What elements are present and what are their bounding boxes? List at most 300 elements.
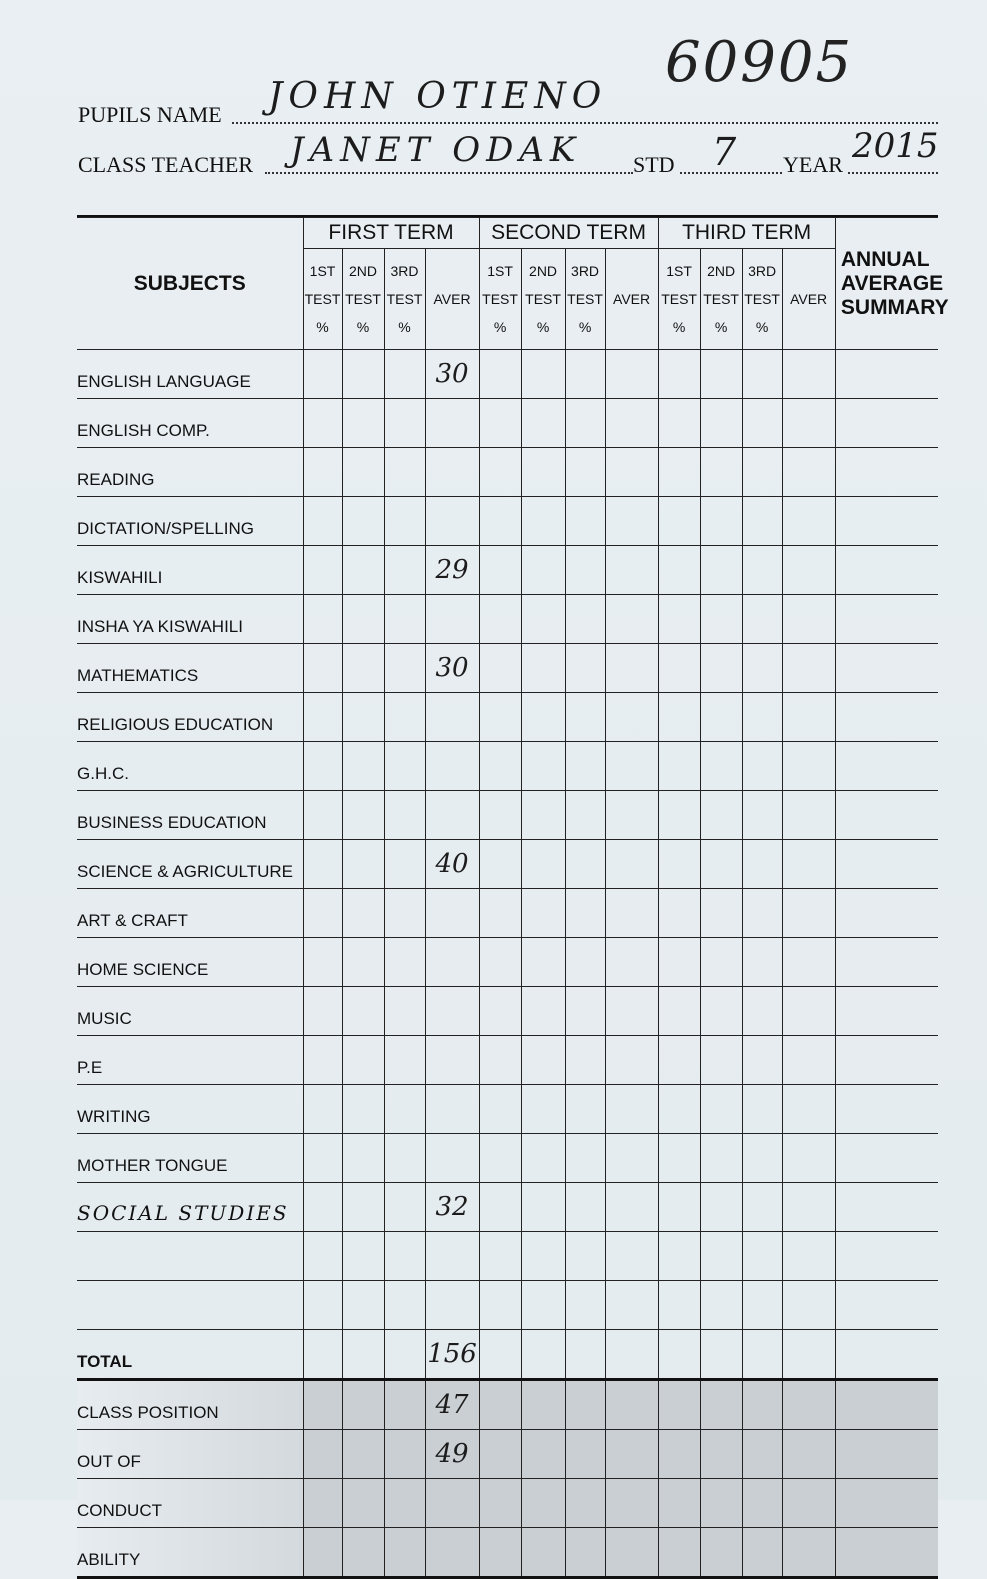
mark-cell[interactable]	[303, 1528, 342, 1578]
mark-cell[interactable]	[303, 1085, 342, 1134]
mark-cell[interactable]	[605, 693, 658, 742]
mark-cell[interactable]	[342, 399, 384, 448]
mark-cell[interactable]	[479, 497, 521, 546]
mark-cell[interactable]	[605, 595, 658, 644]
annual-summary-cell[interactable]	[835, 1380, 938, 1430]
mark-cell[interactable]	[742, 1085, 782, 1134]
mark-cell[interactable]	[782, 1528, 835, 1578]
mark-cell[interactable]	[658, 1281, 700, 1330]
annual-summary-cell[interactable]	[835, 1134, 938, 1183]
mark-cell[interactable]	[700, 1528, 742, 1578]
mark-cell[interactable]	[605, 546, 658, 595]
mark-cell[interactable]	[658, 1430, 700, 1479]
first-term-average-cell[interactable]	[425, 693, 479, 742]
mark-cell[interactable]	[742, 791, 782, 840]
mark-cell[interactable]	[605, 1134, 658, 1183]
mark-cell[interactable]	[782, 1281, 835, 1330]
mark-cell[interactable]	[605, 1281, 658, 1330]
mark-cell[interactable]	[782, 1183, 835, 1232]
mark-cell[interactable]	[700, 1281, 742, 1330]
mark-cell[interactable]	[658, 1528, 700, 1578]
mark-cell[interactable]	[605, 1479, 658, 1528]
first-term-average-cell[interactable]	[425, 497, 479, 546]
mark-cell[interactable]	[479, 1330, 521, 1380]
mark-cell[interactable]	[521, 497, 565, 546]
mark-cell[interactable]	[742, 693, 782, 742]
mark-cell[interactable]	[658, 448, 700, 497]
mark-cell[interactable]	[384, 1183, 425, 1232]
first-term-average-cell[interactable]	[425, 595, 479, 644]
mark-cell[interactable]	[565, 693, 605, 742]
first-term-average-cell[interactable]	[425, 938, 479, 987]
mark-cell[interactable]	[384, 1380, 425, 1430]
annual-summary-cell[interactable]	[835, 987, 938, 1036]
mark-cell[interactable]	[658, 1085, 700, 1134]
mark-cell[interactable]	[605, 1380, 658, 1430]
mark-cell[interactable]	[303, 693, 342, 742]
mark-cell[interactable]	[479, 1183, 521, 1232]
mark-cell[interactable]	[700, 595, 742, 644]
pupils-name-value[interactable]: JOHN OTIENO	[268, 76, 608, 117]
mark-cell[interactable]	[700, 1380, 742, 1430]
mark-cell[interactable]	[342, 1380, 384, 1430]
mark-cell[interactable]	[479, 742, 521, 791]
mark-cell[interactable]	[303, 1479, 342, 1528]
mark-cell[interactable]	[565, 1036, 605, 1085]
annual-summary-cell[interactable]	[835, 1036, 938, 1085]
annual-summary-cell[interactable]	[835, 497, 938, 546]
mark-cell[interactable]	[384, 644, 425, 693]
mark-cell[interactable]	[521, 1085, 565, 1134]
mark-cell[interactable]	[658, 693, 700, 742]
first-term-average-cell[interactable]	[425, 1085, 479, 1134]
mark-cell[interactable]	[700, 889, 742, 938]
annual-summary-cell[interactable]	[835, 546, 938, 595]
mark-cell[interactable]	[342, 1134, 384, 1183]
mark-cell[interactable]	[384, 693, 425, 742]
mark-cell[interactable]	[303, 791, 342, 840]
mark-cell[interactable]	[479, 1232, 521, 1281]
mark-cell[interactable]	[658, 497, 700, 546]
mark-cell[interactable]	[658, 1330, 700, 1380]
annual-summary-cell[interactable]	[835, 889, 938, 938]
mark-cell[interactable]	[384, 1479, 425, 1528]
mark-cell[interactable]	[742, 1430, 782, 1479]
mark-cell[interactable]	[700, 448, 742, 497]
annual-summary-cell[interactable]	[835, 938, 938, 987]
mark-cell[interactable]	[479, 644, 521, 693]
mark-cell[interactable]	[479, 595, 521, 644]
mark-cell[interactable]	[479, 938, 521, 987]
mark-cell[interactable]	[384, 840, 425, 889]
mark-cell[interactable]	[384, 595, 425, 644]
mark-cell[interactable]	[342, 938, 384, 987]
mark-cell[interactable]	[605, 399, 658, 448]
mark-cell[interactable]	[521, 840, 565, 889]
first-term-average-cell[interactable]	[425, 889, 479, 938]
first-term-average-cell[interactable]	[425, 1134, 479, 1183]
mark-cell[interactable]	[521, 399, 565, 448]
mark-cell[interactable]	[782, 987, 835, 1036]
mark-cell[interactable]	[303, 1183, 342, 1232]
mark-cell[interactable]	[742, 497, 782, 546]
mark-cell[interactable]	[342, 1036, 384, 1085]
mark-cell[interactable]	[521, 1281, 565, 1330]
mark-cell[interactable]	[782, 742, 835, 791]
mark-cell[interactable]	[700, 644, 742, 693]
annual-summary-cell[interactable]	[835, 791, 938, 840]
mark-cell[interactable]	[565, 595, 605, 644]
mark-cell[interactable]	[700, 1134, 742, 1183]
mark-cell[interactable]	[742, 399, 782, 448]
mark-cell[interactable]	[342, 546, 384, 595]
mark-cell[interactable]	[782, 1134, 835, 1183]
mark-cell[interactable]	[384, 1085, 425, 1134]
mark-cell[interactable]	[742, 938, 782, 987]
first-term-average-cell[interactable]	[425, 742, 479, 791]
mark-cell[interactable]	[384, 1528, 425, 1578]
mark-cell[interactable]	[384, 399, 425, 448]
mark-cell[interactable]	[782, 350, 835, 399]
mark-cell[interactable]	[700, 987, 742, 1036]
mark-cell[interactable]	[565, 350, 605, 399]
mark-cell[interactable]	[565, 1232, 605, 1281]
mark-cell[interactable]	[303, 742, 342, 791]
mark-cell[interactable]	[384, 889, 425, 938]
mark-cell[interactable]	[700, 497, 742, 546]
annual-summary-cell[interactable]	[835, 644, 938, 693]
mark-cell[interactable]	[700, 350, 742, 399]
annual-summary-cell[interactable]	[835, 1330, 938, 1380]
first-term-average-cell[interactable]: 47	[425, 1380, 479, 1430]
mark-cell[interactable]	[565, 1528, 605, 1578]
mark-cell[interactable]	[565, 938, 605, 987]
annual-summary-cell[interactable]	[835, 448, 938, 497]
mark-cell[interactable]	[479, 1281, 521, 1330]
mark-cell[interactable]	[342, 1330, 384, 1380]
year-value[interactable]: 2015	[852, 126, 939, 166]
mark-cell[interactable]	[479, 1380, 521, 1430]
mark-cell[interactable]	[342, 1430, 384, 1479]
mark-cell[interactable]	[742, 987, 782, 1036]
mark-cell[interactable]	[700, 791, 742, 840]
mark-cell[interactable]	[342, 742, 384, 791]
mark-cell[interactable]	[303, 1134, 342, 1183]
mark-cell[interactable]	[605, 742, 658, 791]
mark-cell[interactable]	[605, 497, 658, 546]
mark-cell[interactable]	[605, 938, 658, 987]
mark-cell[interactable]	[521, 350, 565, 399]
mark-cell[interactable]	[742, 1380, 782, 1430]
first-term-average-cell[interactable]	[425, 1036, 479, 1085]
mark-cell[interactable]	[342, 1528, 384, 1578]
mark-cell[interactable]	[479, 693, 521, 742]
mark-cell[interactable]	[565, 1430, 605, 1479]
mark-cell[interactable]	[384, 987, 425, 1036]
mark-cell[interactable]	[742, 1134, 782, 1183]
mark-cell[interactable]	[521, 1232, 565, 1281]
mark-cell[interactable]	[565, 546, 605, 595]
mark-cell[interactable]	[384, 938, 425, 987]
std-value[interactable]: 7	[712, 130, 737, 174]
mark-cell[interactable]	[700, 399, 742, 448]
mark-cell[interactable]	[742, 742, 782, 791]
mark-cell[interactable]	[782, 595, 835, 644]
class-teacher-value[interactable]: JANET ODAK	[290, 130, 582, 170]
annual-summary-cell[interactable]	[835, 1479, 938, 1528]
mark-cell[interactable]	[658, 1036, 700, 1085]
mark-cell[interactable]	[384, 448, 425, 497]
mark-cell[interactable]	[658, 840, 700, 889]
mark-cell[interactable]	[565, 889, 605, 938]
annual-summary-cell[interactable]	[835, 399, 938, 448]
mark-cell[interactable]	[658, 742, 700, 791]
mark-cell[interactable]	[742, 1232, 782, 1281]
first-term-average-cell[interactable]	[425, 1528, 479, 1578]
mark-cell[interactable]	[605, 448, 658, 497]
mark-cell[interactable]	[565, 497, 605, 546]
mark-cell[interactable]	[605, 350, 658, 399]
mark-cell[interactable]	[742, 546, 782, 595]
mark-cell[interactable]	[658, 987, 700, 1036]
mark-cell[interactable]	[700, 742, 742, 791]
mark-cell[interactable]	[565, 1479, 605, 1528]
mark-cell[interactable]	[342, 350, 384, 399]
mark-cell[interactable]	[303, 889, 342, 938]
mark-cell[interactable]	[700, 693, 742, 742]
mark-cell[interactable]	[342, 889, 384, 938]
mark-cell[interactable]	[782, 938, 835, 987]
mark-cell[interactable]	[700, 546, 742, 595]
mark-cell[interactable]	[658, 595, 700, 644]
first-term-average-cell[interactable]	[425, 399, 479, 448]
mark-cell[interactable]	[342, 448, 384, 497]
mark-cell[interactable]	[521, 644, 565, 693]
mark-cell[interactable]	[384, 1281, 425, 1330]
mark-cell[interactable]	[479, 1085, 521, 1134]
mark-cell[interactable]	[700, 1085, 742, 1134]
mark-cell[interactable]	[605, 1528, 658, 1578]
mark-cell[interactable]	[521, 938, 565, 987]
mark-cell[interactable]	[700, 1232, 742, 1281]
mark-cell[interactable]	[479, 399, 521, 448]
mark-cell[interactable]	[605, 1430, 658, 1479]
annual-summary-cell[interactable]	[835, 693, 938, 742]
mark-cell[interactable]	[384, 350, 425, 399]
mark-cell[interactable]	[742, 1036, 782, 1085]
mark-cell[interactable]	[782, 1036, 835, 1085]
mark-cell[interactable]	[479, 1036, 521, 1085]
mark-cell[interactable]	[521, 1479, 565, 1528]
mark-cell[interactable]	[605, 987, 658, 1036]
mark-cell[interactable]	[479, 350, 521, 399]
mark-cell[interactable]	[565, 1281, 605, 1330]
mark-cell[interactable]	[605, 889, 658, 938]
mark-cell[interactable]	[521, 1380, 565, 1430]
mark-cell[interactable]	[658, 938, 700, 987]
mark-cell[interactable]	[521, 1430, 565, 1479]
mark-cell[interactable]	[782, 497, 835, 546]
first-term-average-cell[interactable]: 49	[425, 1430, 479, 1479]
first-term-average-cell[interactable]: 30	[425, 644, 479, 693]
mark-cell[interactable]	[700, 840, 742, 889]
mark-cell[interactable]	[303, 1036, 342, 1085]
mark-cell[interactable]	[742, 840, 782, 889]
mark-cell[interactable]	[658, 1380, 700, 1430]
mark-cell[interactable]	[303, 546, 342, 595]
mark-cell[interactable]	[658, 1479, 700, 1528]
mark-cell[interactable]	[782, 1232, 835, 1281]
mark-cell[interactable]	[700, 1430, 742, 1479]
mark-cell[interactable]	[303, 1380, 342, 1430]
first-term-average-cell[interactable]	[425, 1479, 479, 1528]
annual-summary-cell[interactable]	[835, 1232, 938, 1281]
mark-cell[interactable]	[303, 1232, 342, 1281]
mark-cell[interactable]	[658, 791, 700, 840]
mark-cell[interactable]	[521, 1528, 565, 1578]
mark-cell[interactable]	[700, 1330, 742, 1380]
mark-cell[interactable]	[342, 791, 384, 840]
first-term-average-cell[interactable]	[425, 987, 479, 1036]
mark-cell[interactable]	[521, 546, 565, 595]
mark-cell[interactable]	[303, 644, 342, 693]
mark-cell[interactable]	[303, 595, 342, 644]
annual-summary-cell[interactable]	[835, 1281, 938, 1330]
mark-cell[interactable]	[565, 1330, 605, 1380]
mark-cell[interactable]	[342, 1281, 384, 1330]
first-term-average-cell[interactable]	[425, 1232, 479, 1281]
mark-cell[interactable]	[479, 840, 521, 889]
mark-cell[interactable]	[342, 1183, 384, 1232]
mark-cell[interactable]	[521, 448, 565, 497]
mark-cell[interactable]	[342, 693, 384, 742]
first-term-average-cell[interactable]: 156	[425, 1330, 479, 1380]
mark-cell[interactable]	[742, 350, 782, 399]
mark-cell[interactable]	[565, 987, 605, 1036]
mark-cell[interactable]	[700, 938, 742, 987]
mark-cell[interactable]	[658, 350, 700, 399]
mark-cell[interactable]	[658, 889, 700, 938]
mark-cell[interactable]	[565, 448, 605, 497]
mark-cell[interactable]	[565, 1183, 605, 1232]
annual-summary-cell[interactable]	[835, 1085, 938, 1134]
mark-cell[interactable]	[782, 840, 835, 889]
mark-cell[interactable]	[658, 1134, 700, 1183]
mark-cell[interactable]	[605, 1085, 658, 1134]
first-term-average-cell[interactable]: 40	[425, 840, 479, 889]
mark-cell[interactable]	[521, 987, 565, 1036]
mark-cell[interactable]	[342, 987, 384, 1036]
first-term-average-cell[interactable]: 29	[425, 546, 479, 595]
mark-cell[interactable]	[658, 546, 700, 595]
mark-cell[interactable]	[384, 1330, 425, 1380]
mark-cell[interactable]	[605, 1232, 658, 1281]
mark-cell[interactable]	[303, 350, 342, 399]
mark-cell[interactable]	[479, 791, 521, 840]
mark-cell[interactable]	[605, 840, 658, 889]
annual-summary-cell[interactable]	[835, 1528, 938, 1578]
annual-summary-cell[interactable]	[835, 350, 938, 399]
mark-cell[interactable]	[303, 1281, 342, 1330]
mark-cell[interactable]	[742, 889, 782, 938]
mark-cell[interactable]	[565, 840, 605, 889]
mark-cell[interactable]	[384, 1134, 425, 1183]
mark-cell[interactable]	[384, 497, 425, 546]
mark-cell[interactable]	[521, 742, 565, 791]
mark-cell[interactable]	[479, 1134, 521, 1183]
mark-cell[interactable]	[658, 1183, 700, 1232]
mark-cell[interactable]	[342, 1479, 384, 1528]
mark-cell[interactable]	[742, 1528, 782, 1578]
mark-cell[interactable]	[782, 791, 835, 840]
first-term-average-cell[interactable]	[425, 791, 479, 840]
mark-cell[interactable]	[384, 546, 425, 595]
mark-cell[interactable]	[658, 399, 700, 448]
mark-cell[interactable]	[782, 448, 835, 497]
mark-cell[interactable]	[342, 497, 384, 546]
mark-cell[interactable]	[658, 644, 700, 693]
mark-cell[interactable]	[303, 840, 342, 889]
mark-cell[interactable]	[342, 1232, 384, 1281]
mark-cell[interactable]	[303, 987, 342, 1036]
mark-cell[interactable]	[384, 1232, 425, 1281]
mark-cell[interactable]	[605, 1183, 658, 1232]
mark-cell[interactable]	[782, 399, 835, 448]
mark-cell[interactable]	[521, 1134, 565, 1183]
mark-cell[interactable]	[384, 791, 425, 840]
mark-cell[interactable]	[479, 448, 521, 497]
mark-cell[interactable]	[303, 497, 342, 546]
mark-cell[interactable]	[565, 791, 605, 840]
mark-cell[interactable]	[521, 1183, 565, 1232]
mark-cell[interactable]	[342, 1085, 384, 1134]
mark-cell[interactable]	[521, 1036, 565, 1085]
mark-cell[interactable]	[521, 595, 565, 644]
first-term-average-cell[interactable]	[425, 1281, 479, 1330]
mark-cell[interactable]	[700, 1479, 742, 1528]
mark-cell[interactable]	[342, 595, 384, 644]
mark-cell[interactable]	[479, 546, 521, 595]
mark-cell[interactable]	[521, 791, 565, 840]
mark-cell[interactable]	[782, 1085, 835, 1134]
mark-cell[interactable]	[782, 1430, 835, 1479]
mark-cell[interactable]	[521, 1330, 565, 1380]
mark-cell[interactable]	[742, 1330, 782, 1380]
mark-cell[interactable]	[742, 1183, 782, 1232]
mark-cell[interactable]	[565, 742, 605, 791]
mark-cell[interactable]	[742, 595, 782, 644]
mark-cell[interactable]	[342, 840, 384, 889]
mark-cell[interactable]	[565, 1380, 605, 1430]
mark-cell[interactable]	[384, 1430, 425, 1479]
mark-cell[interactable]	[742, 1479, 782, 1528]
mark-cell[interactable]	[605, 1330, 658, 1380]
mark-cell[interactable]	[782, 889, 835, 938]
annual-summary-cell[interactable]	[835, 1183, 938, 1232]
mark-cell[interactable]	[384, 1036, 425, 1085]
mark-cell[interactable]	[782, 1380, 835, 1430]
mark-cell[interactable]	[479, 889, 521, 938]
mark-cell[interactable]	[782, 1479, 835, 1528]
mark-cell[interactable]	[742, 644, 782, 693]
mark-cell[interactable]	[565, 1134, 605, 1183]
mark-cell[interactable]	[303, 448, 342, 497]
mark-cell[interactable]	[782, 693, 835, 742]
mark-cell[interactable]	[303, 1330, 342, 1380]
mark-cell[interactable]	[303, 399, 342, 448]
mark-cell[interactable]	[782, 1330, 835, 1380]
mark-cell[interactable]	[782, 546, 835, 595]
